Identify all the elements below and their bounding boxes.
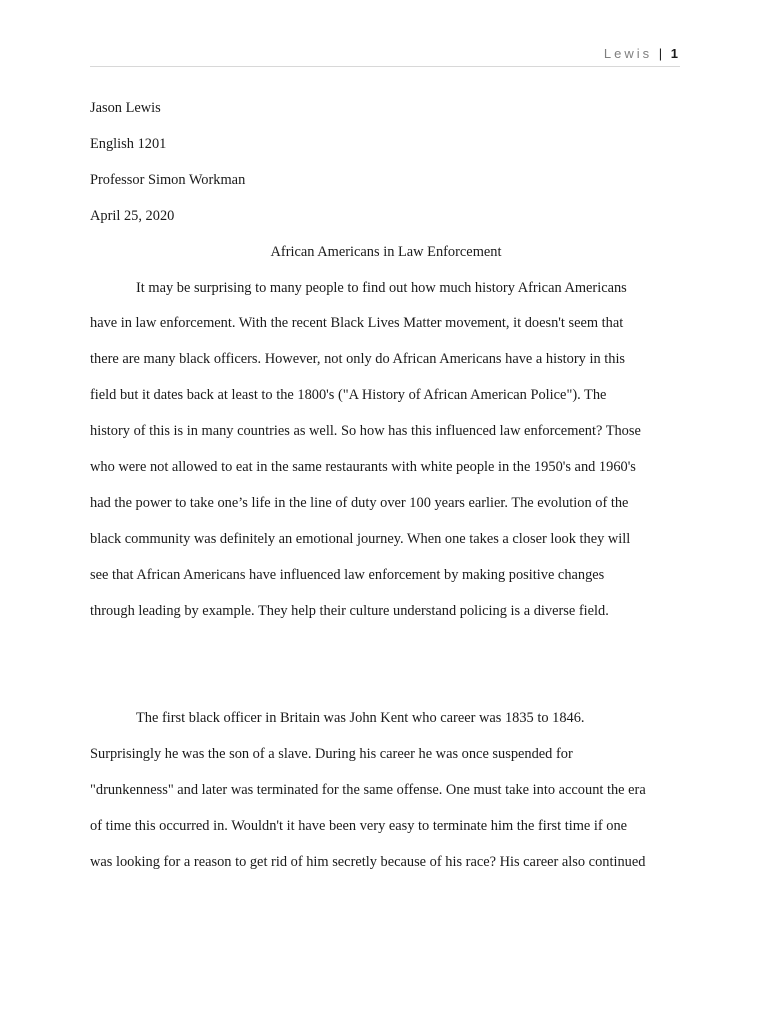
header-divider (90, 66, 680, 67)
paragraph-line: through leading by example. They help their culture understand policing is a diverse field. (90, 602, 609, 619)
paragraph-line: of time this occurred in. Wouldn't it have been very easy to terminate him the first time if one (90, 818, 628, 835)
paragraph-line: The first black officer in Britain was John Kent who career was 1835 to 1846. (136, 710, 585, 727)
paragraph-line: black community was definitely an emotional journey. When one takes a closer look they will (90, 530, 631, 547)
paragraph-2 (90, 701, 682, 881)
course-name: English 1201 (90, 135, 167, 152)
paragraph-line: It may be surprising to many people to find out how much history African Americans (136, 279, 627, 296)
essay-title: African Americans in Law Enforcement (270, 243, 502, 260)
header-name: Lewis (603, 46, 653, 61)
paragraph-line: field but it dates back at least to the 1800's ("A History of African American Police"). The (90, 387, 607, 404)
paragraph-line: who were not allowed to eat in the same restaurants with white people in the 1950's and 1960's (90, 459, 636, 476)
paragraph-line: there are many black officers. However, not only do African Americans have a history in this (90, 351, 626, 368)
paragraph-line: history of this is in many countries as well. So how has this influenced law enforcement? Those (90, 423, 641, 440)
blank-line (90, 630, 682, 666)
professor-name: Professor Simon Workman (90, 171, 246, 188)
paragraph-1 (90, 271, 682, 630)
paragraph-line: see that African Americans have influenced law enforcement by making positive changes (90, 566, 605, 583)
header-separator: | (658, 46, 663, 61)
blank-line (90, 665, 682, 701)
document-body (90, 91, 682, 881)
essay-date: April 25, 2020 (90, 207, 175, 224)
author-name: Jason Lewis (90, 100, 161, 116)
running-header (90, 46, 678, 61)
paragraph-line: had the power to take one’s life in the line of duty over 100 years earlier. The evolution of the (90, 494, 629, 511)
page-number: 1 (670, 46, 678, 61)
paragraph-line: Surprisingly he was the son of a slave. During his career he was once suspended for (90, 746, 573, 763)
paragraph-line: was looking for a reason to get rid of him secretly because of his race? His career also continued (90, 854, 646, 870)
paragraph-line: "drunkenness" and later was terminated for the same offense. One must take into account the era (90, 782, 646, 799)
paragraph-line: have in law enforcement. With the recent Black Lives Matter movement, it doesn't seem that (90, 315, 624, 332)
